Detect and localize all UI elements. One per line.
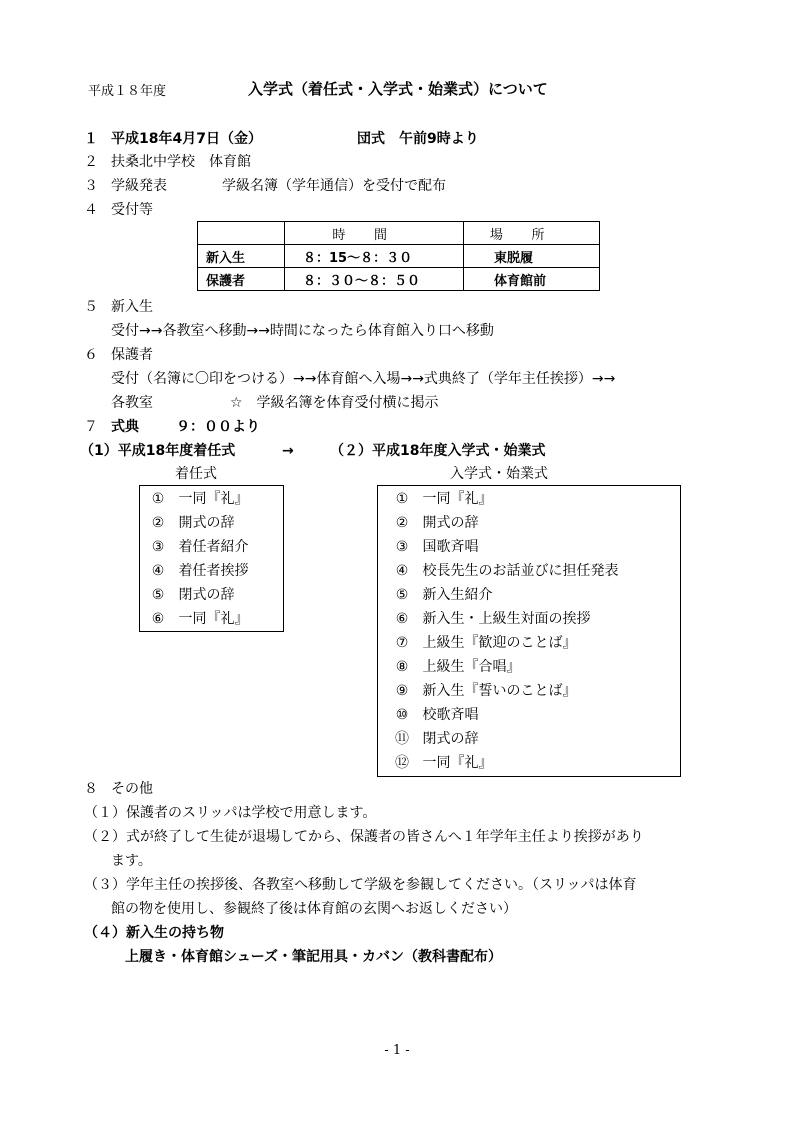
list-item: ④ 校長先生のお話並びに担任発表	[395, 563, 619, 579]
list-item: ③ 着任者紹介	[151, 539, 249, 555]
table-row	[198, 268, 600, 291]
list-item: ② 開式の辞	[151, 515, 235, 531]
page-number: - 1 -	[384, 1043, 410, 1058]
inauguration-program-box	[139, 485, 284, 632]
list-item: ⑥ 新入生・上級生対面の挨拶	[395, 611, 591, 627]
table-row	[198, 245, 600, 268]
note-2-line2: ます。	[111, 853, 152, 869]
item-2-number: ２	[84, 154, 98, 170]
list-item: ① 一同『礼』	[151, 491, 249, 507]
list-item: ⑨ 新入生『誓いのことば』	[395, 683, 577, 699]
note-1: （１）保護者のスリッパは学校で用意します。	[84, 805, 377, 821]
item-4-number: ４	[84, 202, 98, 218]
item-5-number: ５	[84, 299, 98, 315]
list1-caption: 着任式	[175, 466, 217, 482]
list-item: ⑩ 校歌斉唱	[395, 707, 479, 723]
document-title: 入学式（着任式・入学式・始業式）について	[248, 80, 548, 98]
header-time: 時間	[285, 222, 464, 245]
sub2-title: （２）平成18年度入学式・始業式	[330, 443, 546, 459]
item-6-number: ６	[84, 347, 98, 363]
row-time: ８：３０～８：５０	[285, 268, 464, 291]
item-8-number: ８	[84, 781, 98, 797]
fiscal-year: 平成１８年度	[88, 84, 167, 99]
list-item: ③ 国歌斉唱	[395, 539, 479, 555]
reception-label: 受付等	[111, 202, 153, 218]
header-empty-cell	[198, 222, 285, 245]
list-item: ① 一同『礼』	[395, 491, 493, 507]
header-place: 場所	[464, 222, 600, 245]
class-announcement-label: 学級発表	[111, 178, 167, 194]
list2-caption: 入学式・始業式	[450, 466, 548, 482]
note-3-line2: 館の物を使用し、参観終了後は体育館の玄関へお返しください）	[111, 901, 517, 917]
note-3-line1: （３）学年主任の挨拶後、各教室へ移動して学級を参観してください。（スリッパは体育	[84, 877, 637, 893]
guardians-flow-end: 各教室	[111, 395, 153, 411]
row-who: 保護者	[198, 268, 285, 291]
list-item: ② 開式の辞	[395, 515, 479, 531]
list-item: ⑧ 上級生『合唱』	[395, 659, 521, 675]
ceremony-start: 団式 午前9時より	[357, 131, 479, 147]
list-item: ⑤ 閉式の辞	[151, 587, 235, 603]
row-who: 新入生	[198, 245, 285, 268]
row-place: 東脱履	[464, 245, 600, 268]
new-students-label: 新入生	[111, 299, 153, 315]
other-label: その他	[111, 781, 153, 797]
row-place: 体育館前	[464, 268, 600, 291]
new-students-flow: 受付→→各教室へ移動→→時間になったら体育館入り口へ移動	[111, 323, 494, 339]
reception-table	[197, 221, 600, 291]
guardians-flow: 受付（名簿に〇印をつける）→→体育館へ入場→→式典終了（学年主任挨拶）→→	[111, 371, 616, 387]
reception-table-header	[198, 222, 600, 245]
entrance-program-box	[377, 485, 681, 777]
list-item: ④ 着任者挨拶	[151, 563, 249, 579]
guardians-note: ☆ 学級名簿を体育受付横に掲示	[230, 395, 439, 411]
venue: 扶桑北中学校 体育館	[111, 154, 251, 170]
guardians-label: 保護者	[111, 347, 153, 363]
note-2-line1: （２）式が終了して生徒が退場してから、保護者の皆さんへ１年学年主任より挨拶があり	[84, 829, 644, 845]
note-4-title: （４）新入生の持ち物	[84, 925, 224, 941]
item-3-number: ３	[84, 178, 98, 194]
ceremony-date: 平成18年4月7日（金）	[111, 131, 262, 147]
ceremony-time: ９：００より	[176, 419, 260, 435]
belongings-list: 上履き・体育館シューズ・筆記用具・カバン（教科書配布）	[125, 949, 503, 965]
sub1-title: （1）平成18年度着任式	[80, 443, 236, 459]
list-item: ⑦ 上級生『歓迎のことば』	[395, 635, 577, 651]
arrow: →	[282, 443, 294, 459]
list-item: ⑥ 一同『礼』	[151, 611, 249, 627]
item-1-number: １	[84, 131, 98, 147]
ceremony-label: 式典	[111, 419, 139, 435]
class-announcement-text: 学級名簿（学年通信）を受付で配布	[222, 178, 446, 194]
list-item: ⑤ 新入生紹介	[395, 587, 493, 603]
list-item: ⑫ 一同『礼』	[395, 755, 493, 771]
list-item: ⑪ 閉式の辞	[395, 731, 479, 747]
item-7-number: ７	[84, 419, 98, 435]
row-time: ８：15～８：３０	[285, 245, 464, 268]
